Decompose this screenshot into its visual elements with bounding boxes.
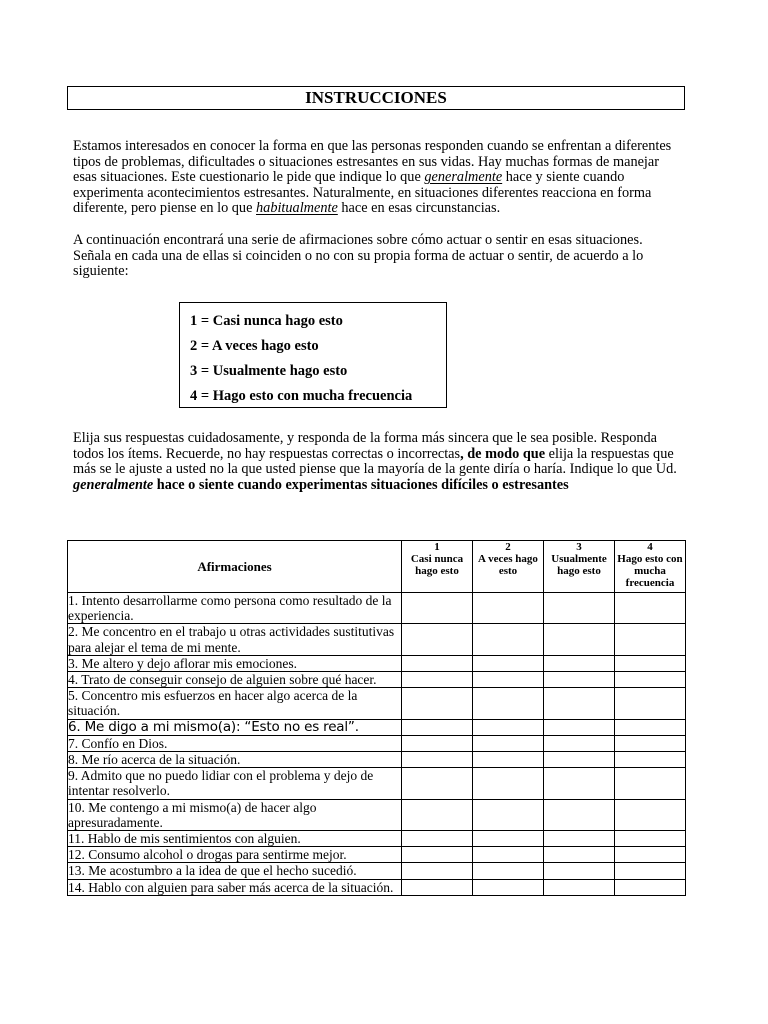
header-option-2-num: 2 (505, 541, 511, 553)
answer-cell-option-1[interactable] (402, 752, 473, 768)
table-row (68, 624, 686, 655)
answer-cell-option-1[interactable] (402, 863, 473, 879)
header-option-1-label: Casi nunca hago esto (410, 553, 464, 577)
header-option-3-num: 3 (576, 541, 582, 553)
statement-cell: 1. Intento desarrollarme como persona como resultado de la experiencia. (68, 593, 402, 624)
scale-item-1: 1 = Casi nunca hago esto (190, 313, 343, 329)
header-option-4 (615, 541, 686, 593)
table-row (68, 655, 686, 671)
header-option-4-label: Hago esto con mucha frecuencia (617, 553, 683, 589)
p3-bold-generalmente: generalmente (73, 476, 154, 493)
answer-cell-option-2[interactable] (473, 735, 544, 751)
answer-cell-option-3[interactable] (544, 672, 615, 688)
p1-text-b: hace y siente cuando experimenta acontecimientos estresantes. Naturalmente, en situaciones diferentes reacciona en forma diferente, pero piense en lo que (73, 169, 652, 217)
table-row (68, 719, 686, 735)
answer-cell-option-4[interactable] (615, 719, 686, 735)
answer-cell-option-3[interactable] (544, 593, 615, 624)
answer-cell-option-4[interactable] (615, 799, 686, 830)
header-option-3-label: Usualmente hago esto (551, 553, 607, 577)
page-title: INSTRUCCIONES (67, 86, 685, 110)
p3-bold-end: hace o siente cuando experimentas situaciones difíciles o estresantes (153, 476, 569, 493)
statement-cell: 4. Trato de conseguir consejo de alguien sobre qué hacer. (68, 672, 402, 688)
answer-cell-option-2[interactable] (473, 752, 544, 768)
statement-cell: 8. Me río acerca de la situación. (68, 752, 402, 768)
answer-cell-option-1[interactable] (402, 831, 473, 847)
answer-cell-option-1[interactable] (402, 768, 473, 799)
header-option-2-label: A veces hago esto (478, 553, 538, 577)
answer-cell-option-2[interactable] (473, 719, 544, 735)
table-row (68, 831, 686, 847)
statement-cell: 7. Confío en Dios. (68, 735, 402, 751)
answer-cell-option-2[interactable] (473, 768, 544, 799)
header-option-3 (544, 541, 615, 593)
answer-cell-option-2[interactable] (473, 688, 544, 719)
answer-cell-option-1[interactable] (402, 624, 473, 655)
table-header-row (68, 541, 686, 593)
header-option-2 (473, 541, 544, 593)
statements-body (68, 593, 686, 896)
answer-cell-option-2[interactable] (473, 799, 544, 830)
answer-cell-option-1[interactable] (402, 688, 473, 719)
answer-cell-option-3[interactable] (544, 688, 615, 719)
answer-cell-option-2[interactable] (473, 672, 544, 688)
statement-cell: 6. Me digo a mi mismo(a): “Esto no es real”. (68, 719, 402, 735)
p3-text-a: Elija sus respuestas cuidadosamente, y responda de la forma más sincera que le sea posible. Responda todos los ítems. Recuerde, no hay respuestas correctas o incorrectas (73, 430, 658, 462)
answer-cell-option-3[interactable] (544, 847, 615, 863)
answer-cell-option-4[interactable] (615, 655, 686, 671)
answer-cell-option-4[interactable] (615, 688, 686, 719)
statement-cell: 10. Me contengo a mi mismo(a) de hacer algo apresuradamente. (68, 799, 402, 830)
answer-cell-option-4[interactable] (615, 672, 686, 688)
statement-cell: 2. Me concentro en el trabajo u otras actividades sustitutivas para alejar el tema de mi mente. (68, 624, 402, 655)
table-row (68, 799, 686, 830)
answer-cell-option-3[interactable] (544, 719, 615, 735)
instructions-paragraph-1 (73, 139, 683, 217)
answer-cell-option-4[interactable] (615, 768, 686, 799)
response-scale-box (179, 302, 447, 408)
p3-bold-de-modo-que: , de modo que (460, 445, 546, 462)
statement-cell: 13. Me acostumbro a la idea de que el hecho sucedió. (68, 863, 402, 879)
answer-cell-option-3[interactable] (544, 799, 615, 830)
p1-text-a: Estamos interesados en conocer la forma en que las personas responden cuando se enfrentan a diferentes tipos de problemas, dificultades o situaciones estresantes en sus vidas. Hay muchas formas de manejar esas situaciones. Este cuestionario le pide que indique lo que (73, 138, 672, 186)
table-row (68, 879, 686, 895)
answer-cell-option-4[interactable] (615, 735, 686, 751)
table-row (68, 593, 686, 624)
table-row (68, 768, 686, 799)
table-row (68, 863, 686, 879)
answer-cell-option-1[interactable] (402, 672, 473, 688)
answer-cell-option-2[interactable] (473, 879, 544, 895)
answer-cell-option-3[interactable] (544, 624, 615, 655)
answer-cell-option-4[interactable] (615, 847, 686, 863)
answer-cell-option-4[interactable] (615, 752, 686, 768)
answer-cell-option-1[interactable] (402, 735, 473, 751)
instructions-paragraph-3 (73, 431, 683, 493)
table-row (68, 752, 686, 768)
table-row (68, 847, 686, 863)
p1-habitualmente: habitualmente (256, 200, 338, 217)
answer-cell-option-4[interactable] (615, 831, 686, 847)
header-option-4-num: 4 (647, 541, 653, 553)
scale-item-2: 2 = A veces hago esto (190, 338, 319, 354)
statement-cell: 3. Me altero y dejo aflorar mis emociones. (68, 655, 402, 671)
statement-cell: 5. Concentro mis esfuerzos en hacer algo acerca de la situación. (68, 688, 402, 719)
header-option-1 (402, 541, 473, 593)
header-afirmaciones: Afirmaciones (68, 541, 402, 593)
statement-cell: 12. Consumo alcohol o drogas para sentirme mejor. (68, 847, 402, 863)
table-row (68, 735, 686, 751)
answer-cell-option-2[interactable] (473, 847, 544, 863)
table-row (68, 672, 686, 688)
answer-cell-option-1[interactable] (402, 719, 473, 735)
answer-cell-option-3[interactable] (544, 863, 615, 879)
answer-cell-option-4[interactable] (615, 879, 686, 895)
answer-cell-option-2[interactable] (473, 593, 544, 624)
answer-cell-option-3[interactable] (544, 752, 615, 768)
p1-generalmente: generalmente (424, 169, 503, 186)
answer-cell-option-1[interactable] (402, 799, 473, 830)
answer-cell-option-3[interactable] (544, 831, 615, 847)
answer-cell-option-3[interactable] (544, 735, 615, 751)
table-row (68, 688, 686, 719)
answer-cell-option-1[interactable] (402, 593, 473, 624)
answer-cell-option-4[interactable] (615, 863, 686, 879)
responses-table (67, 540, 686, 896)
answer-cell-option-1[interactable] (402, 655, 473, 671)
answer-cell-option-4[interactable] (615, 593, 686, 624)
answer-cell-option-2[interactable] (473, 624, 544, 655)
scale-item-4: 4 = Hago esto con mucha frecuencia (190, 388, 413, 404)
statement-cell: 9. Admito que no puedo lidiar con el problema y dejo de intentar resolverlo. (68, 768, 402, 799)
answer-cell-option-3[interactable] (544, 655, 615, 671)
header-option-1-num: 1 (434, 541, 440, 553)
p1-text-c: hace en esas circunstancias. (337, 200, 501, 217)
statement-cell: 11. Hablo de mis sentimientos con alguien. (68, 831, 402, 847)
p3-text-b: elija la respuestas que más se le ajuste a usted no la que usted piense que la mayoría de la gente diría o haría. Indique lo que Ud. (73, 445, 677, 478)
answer-cell-option-2[interactable] (473, 831, 544, 847)
answer-cell-option-1[interactable] (402, 847, 473, 863)
answer-cell-option-2[interactable] (473, 863, 544, 879)
answer-cell-option-3[interactable] (544, 879, 615, 895)
statement-cell: 14. Hablo con alguien para saber más acerca de la situación. (68, 879, 402, 895)
answer-cell-option-4[interactable] (615, 624, 686, 655)
answer-cell-option-2[interactable] (473, 655, 544, 671)
instructions-paragraph-2: A continuación encontrará una serie de afirmaciones sobre cómo actuar o sentir en esas situaciones. Señala en cada una de ellas si coinciden o no con su propia forma de actuar o sentir, de acuerdo a lo siguiente: (73, 232, 644, 280)
answer-cell-option-1[interactable] (402, 879, 473, 895)
answer-cell-option-3[interactable] (544, 768, 615, 799)
scale-item-3: 3 = Usualmente hago esto (190, 363, 348, 379)
